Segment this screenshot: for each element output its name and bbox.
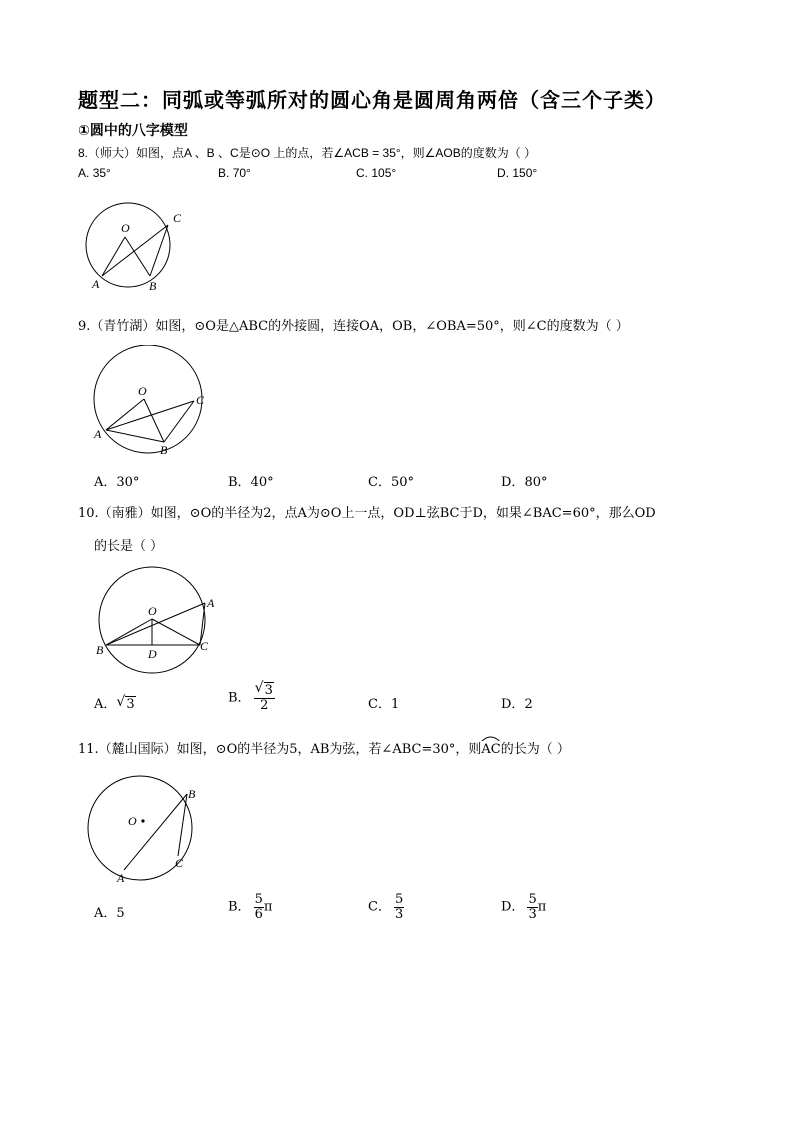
option-label: C． <box>368 899 391 915</box>
q9-option-c[interactable] <box>368 471 414 490</box>
label-b: B <box>160 443 168 457</box>
fraction <box>394 893 404 921</box>
segment-ac <box>102 225 168 276</box>
segment-oa <box>106 399 144 430</box>
label-b: B <box>96 643 104 657</box>
option-value: 50° <box>390 475 414 490</box>
option-value: 2 <box>524 697 533 712</box>
label-a: A <box>117 871 125 885</box>
circle-o <box>94 345 202 453</box>
question-9-text: 9.（青竹湖）如图，⊙O是△ABC的外接圆，连接OA，OB，∠OBA=50°，则∠C的度数为（ ） <box>78 319 629 334</box>
option-value: 150° <box>512 166 538 180</box>
option-value: 70° <box>232 166 251 180</box>
option-label: B． <box>228 899 251 915</box>
segment-oc <box>152 619 200 645</box>
option-label: A． <box>94 906 117 921</box>
option-label: C． <box>368 475 391 490</box>
q11-option-b[interactable] <box>228 893 272 921</box>
q8-option-a[interactable] <box>78 166 111 180</box>
option-value: 3 <box>126 697 135 712</box>
option-value: 5 <box>116 906 125 921</box>
label-o: O <box>138 384 147 398</box>
pi-symbol: π <box>537 899 547 915</box>
fraction-numerator: 5 <box>528 892 537 907</box>
label-b: B <box>188 787 196 801</box>
question-11-text-before: 11.（麓山国际）如图，⊙O的半径为5，AB为弦，若∠ABC=30°，则 <box>78 742 482 757</box>
fraction-numerator: 3 <box>264 683 273 698</box>
q11-option-a[interactable] <box>94 902 125 921</box>
fraction-numerator: 5 <box>254 892 263 907</box>
question-10-text-line1: 10.（南雅）如图，⊙O的半径为2，点A为⊙O上一点，OD⊥弦BC于D，如果∠BAC=60°，那么OD <box>78 506 656 521</box>
q9-figure <box>88 345 218 460</box>
arc-notation <box>481 738 500 757</box>
segment-bc <box>150 225 168 276</box>
fraction <box>254 893 264 921</box>
q10-option-a[interactable] <box>94 693 136 712</box>
section-subtitle: ①圆中的八字模型 <box>78 123 188 139</box>
circle-o <box>86 203 170 287</box>
label-c: C <box>196 393 205 407</box>
segment-ab <box>106 430 164 442</box>
label-c: C <box>175 856 184 870</box>
option-label: D. <box>497 166 509 180</box>
fraction <box>254 680 275 713</box>
q9-option-b[interactable] <box>228 471 274 490</box>
label-c: C <box>200 639 209 653</box>
q11-figure <box>84 772 214 887</box>
label-o: O <box>121 221 130 235</box>
option-label: A． <box>94 475 117 490</box>
option-label: D． <box>501 899 525 915</box>
segment-bc <box>164 401 194 442</box>
q11-option-d[interactable] <box>501 893 546 921</box>
label-d: D <box>148 647 157 661</box>
q10-option-c[interactable] <box>368 693 399 712</box>
option-value: 1 <box>390 697 400 712</box>
option-label: C． <box>368 697 391 712</box>
q10-figure <box>92 565 222 675</box>
label-a: A <box>92 277 100 291</box>
page-title: 题型二：同弧或等弧所对的圆心角是圆周角两倍（含三个子类） <box>78 88 666 112</box>
label-b: B <box>149 279 157 293</box>
option-value: 30° <box>116 475 140 490</box>
option-value: 35° <box>92 166 111 180</box>
fraction-numerator: 5 <box>394 892 404 907</box>
segment-ob <box>125 237 150 276</box>
fraction <box>527 893 537 921</box>
q9-option-a[interactable] <box>94 471 139 490</box>
option-label: D． <box>501 697 525 712</box>
label-a: A <box>207 596 215 610</box>
question-8-text: 8.（师大）如图，点A 、B 、C是⊙O 上的点，若∠ACB = 35°，则∠AOB的度数为（ ） <box>78 146 537 160</box>
label-a: A <box>94 427 102 441</box>
option-value: 105° <box>371 166 397 180</box>
label-c: C <box>173 211 182 225</box>
q10-option-d[interactable] <box>501 693 533 712</box>
sqrt-symbol: √ 3 <box>254 680 273 698</box>
option-label: B． <box>228 475 251 490</box>
q8-option-b[interactable] <box>218 166 251 180</box>
fraction-denominator: 3 <box>528 906 537 922</box>
question-11-text-after: 的长为（ ） <box>500 742 570 757</box>
question-11-text <box>78 738 570 757</box>
segment-ob <box>144 399 164 442</box>
option-value: 80° <box>524 475 548 490</box>
segment-ob <box>106 619 152 645</box>
option-label: A． <box>94 697 117 712</box>
option-label: B． <box>228 690 251 706</box>
q10-option-b[interactable] <box>228 680 275 713</box>
option-label: A. <box>78 166 90 180</box>
fraction-denominator: 2 <box>260 697 269 713</box>
arc-mark-icon <box>481 735 500 741</box>
q8-option-c[interactable] <box>356 166 396 180</box>
q11-option-c[interactable] <box>368 893 404 921</box>
q9-option-d[interactable] <box>501 471 547 490</box>
arc-label: AC <box>481 742 501 757</box>
center-point-o <box>141 819 144 822</box>
q8-figure <box>78 200 198 300</box>
pi-symbol: π <box>263 899 273 915</box>
option-label: C. <box>356 166 368 180</box>
segment-ac <box>106 401 194 430</box>
q8-option-d[interactable] <box>497 166 537 180</box>
question-10-text-line2: 的长是（ ） <box>94 539 164 554</box>
label-o: O <box>128 814 137 828</box>
option-label: B. <box>218 166 230 180</box>
fraction-denominator: 6 <box>254 906 263 922</box>
option-value: 40° <box>250 475 274 490</box>
fraction-denominator: 3 <box>394 906 404 922</box>
label-o: O <box>148 604 157 618</box>
sqrt-symbol: √ 3 <box>116 694 135 712</box>
option-label: D． <box>501 475 525 490</box>
segment-oa <box>102 237 125 276</box>
